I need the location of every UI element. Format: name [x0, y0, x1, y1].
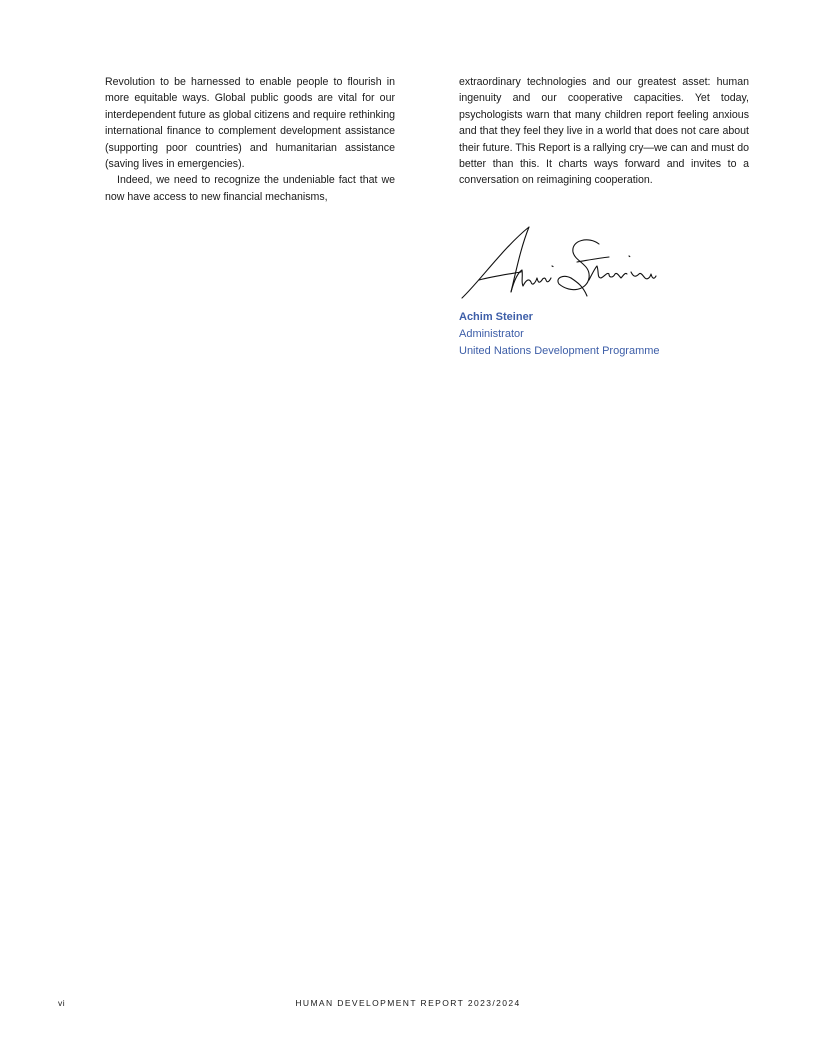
body-column-left	[105, 74, 395, 205]
handwritten-signature	[459, 222, 659, 304]
paragraph: Indeed, we need to recognize the undeniable fact that we now have access to new financial mechanisms,	[105, 174, 395, 203]
body-column-right	[459, 74, 749, 189]
paragraph: extraordinary technologies and our greatest asset: human ingenuity and our cooperative capacities. Yet today, psychologists warn that many children report feeling anxious and that they feel they live in a world that does not care about their future. This Report is a rallying cry—we can and must do better than this. It charts ways forward and invites to a conversation on reimagining cooperation.	[459, 76, 749, 187]
running-footer-title: HUMAN DEVELOPMENT REPORT 2023/2024	[295, 998, 521, 1008]
signatory-block	[459, 309, 660, 360]
signatory-organization: United Nations Development Programme	[459, 345, 660, 357]
paragraph: Revolution to be harnessed to enable people to flourish in more equitable ways. Global public goods are vital for our interdependent future as global citizens and require rethinking international finance to complement development assistance (supporting poor countries) and humanitarian assistance (saving lives in emergencies).	[105, 76, 395, 171]
signatory-title: Administrator	[459, 328, 524, 340]
signatory-name: Achim Steiner	[459, 311, 533, 323]
page-number: vi	[58, 998, 66, 1008]
